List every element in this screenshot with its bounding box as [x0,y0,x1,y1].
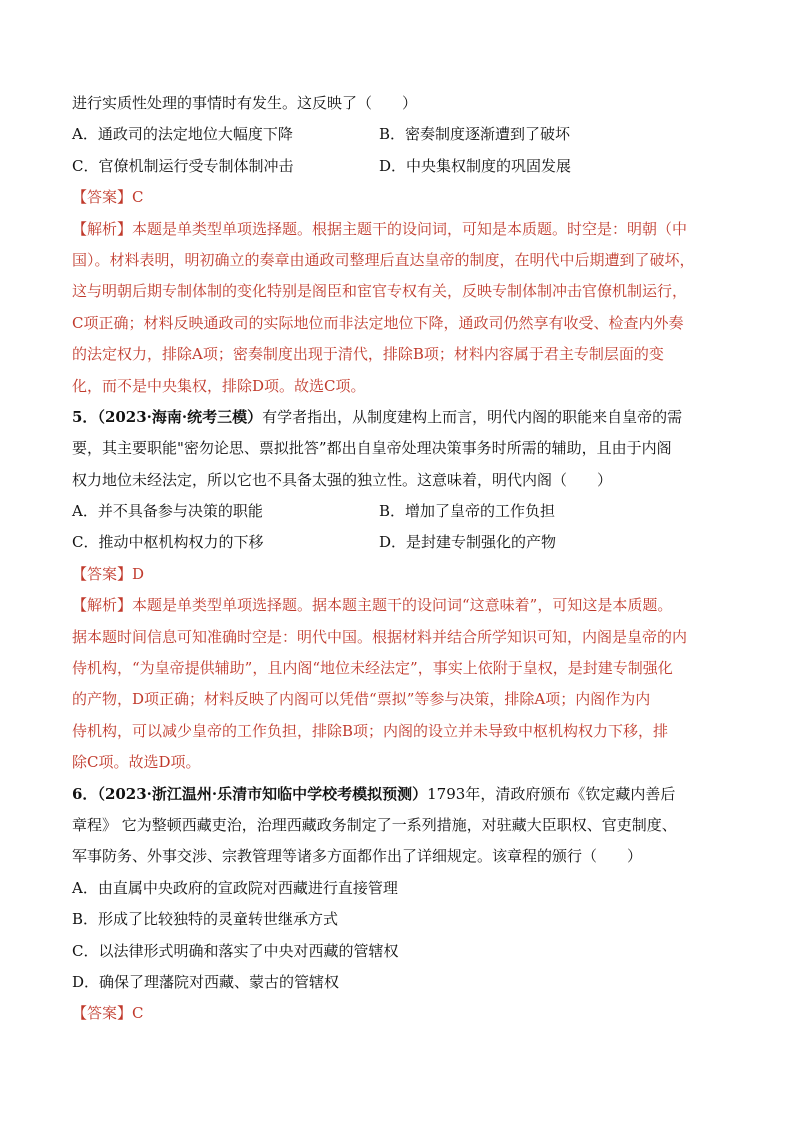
q6-option-b: B．形成了比较独特的灵童转世继承方式 [72,910,339,929]
q5-analysis-line: 据本题时间信息可知准确时空是：明代中国。根据材料并结合所学知识可知，内阁是皇帝的内 [72,627,688,646]
q4-analysis-line: C项正确；材料反映通政司的实际地位而非法定地位下降，通政司仍然享有收受、检查内外奏 [72,313,684,332]
q6-source: （2023·浙江温州·乐清市知临中学校考模拟预测） [97,784,428,803]
answer-label: 【答案】 [72,564,133,583]
q6-number: 6． [72,784,98,803]
answer-label: 【答案】 [72,188,133,207]
q5-answer [72,559,724,590]
q4-option-d: D．中央集权制度的巩固发展 [379,156,572,175]
q5-option-c: C．推动中枢机构权力的下移 [72,533,264,552]
q6-option-a: A．由直属中央政府的宣政院对西藏进行直接管理 [72,878,398,897]
q4-analysis-line: 的法定权力，排除A项；密奏制度出现于清代，排除B项；材料内容属于君主专制层面的变 [72,345,664,364]
q4-option-c: C．官僚机制运行受专制体制冲击 [72,156,294,175]
q5-option-b: B．增加了皇帝的工作负担 [379,502,556,521]
q6-answer [72,998,724,1029]
q5-analysis-line: 除C项。故选D项。 [72,753,201,772]
q5-option-a: A．并不具备参与决策的职能 [72,502,263,521]
highlighted-quote: “为皇帝提供辅助” [132,659,253,678]
document-page [72,88,724,1030]
q5-options-row-1 [72,496,724,527]
q6-stem-line: 6．（2023·浙江温州·乐清市知临中学校考模拟预测）1793年，清政府颁布《钦定藏内善后 [72,784,676,803]
q4-analysis-line: 这与明朝后期专制体制的变化特别是阁臣和宦官专权有关，反映专制体制冲击官僚机制运行， [72,282,688,301]
answer-value: D [132,564,145,583]
q4-analysis-line: 国）。材料表明，明初确立的奏章由通政司整理后直达皇帝的制度，在明代中后期遭到了破坏， [72,250,695,269]
q5-option-d: D．是封建专制强化的产物 [379,533,557,552]
q4-analysis-line: 【解析】本题是单类型单项选择题。根据主题干的设问词，可知是本质题。时空是：明朝（中 [72,219,688,238]
q5-options-row-2 [72,527,724,558]
q4-option-a: A．通政司的法定地位大幅度下降 [72,125,293,144]
analysis-label: 【解析】 [72,219,133,238]
q4-options-row-2 [72,151,724,182]
analysis-label: 【解析】 [72,596,133,615]
answer-value: C [132,188,144,207]
q6-stem-line: 章程》 它为整顿西藏吏治，治理西藏政务制定了一系列措施，对驻藏大臣职权、官吏制度、 [72,815,677,834]
q5-source: （2023·海南·统考三模） [97,407,263,426]
q4-option-b: B．密奏制度逐渐遭到了破坏 [379,125,571,144]
q5-stem-line: 要，其主要职能"密勿论思、票拟批答”都出自皇帝处理决策事务时所需的辅助，且由于内阁 [72,439,672,458]
q5-number: 5． [72,407,98,426]
q4-answer [72,182,724,213]
q5-analysis-line: 【解析】本题是单类型单项选择题。据本题主题干的设问词“这意味着”，可知这是本质题。 [72,596,673,615]
q5-analysis-line: 侍机构，可以减少皇帝的工作负担，排除B项；内阁的设立并未导致中枢机构权力下移，排 [72,721,669,740]
answer-label: 【答案】 [72,1004,133,1023]
q5-stem-line: 5．（2023·海南·统考三模）有学者指出，从制度建构上而言，明代内阁的职能来自皇帝的需 [72,407,683,426]
q6-option-d: D．确保了理藩院对西藏、蒙古的管辖权 [72,972,340,991]
q5-analysis-line: 侍机构，“为皇帝提供辅助”，且内阁“地位未经法定”，事实上依附于皇权，是封建专制强化 [72,659,673,678]
q4-stem-tail: 进行实质性处理的事情时有发生。这反映了（ ） [72,94,418,112]
q4-analysis-line: 化，而不是中央集权，排除D项。故选C项。 [72,376,366,395]
q6-stem-line: 军事防务、外事交涉、宗教管理等诸多方面都作出了详细规定。该章程的颁行（ ） [72,847,643,866]
q5-stem-line: 权力地位未经法定，所以它也不具备太强的独立性。这意味着，明代内阁（ ） [72,470,613,489]
q6-option-c: C．以法律形式明确和落实了中央对西藏的管辖权 [72,941,399,960]
q5-analysis-line: 的产物，D项正确；材料反映了内阁可以凭借“票拟”等参与决策，排除A项；内阁作为内 [72,690,651,709]
q4-options-row-1 [72,119,724,150]
answer-value: C [132,1004,144,1023]
